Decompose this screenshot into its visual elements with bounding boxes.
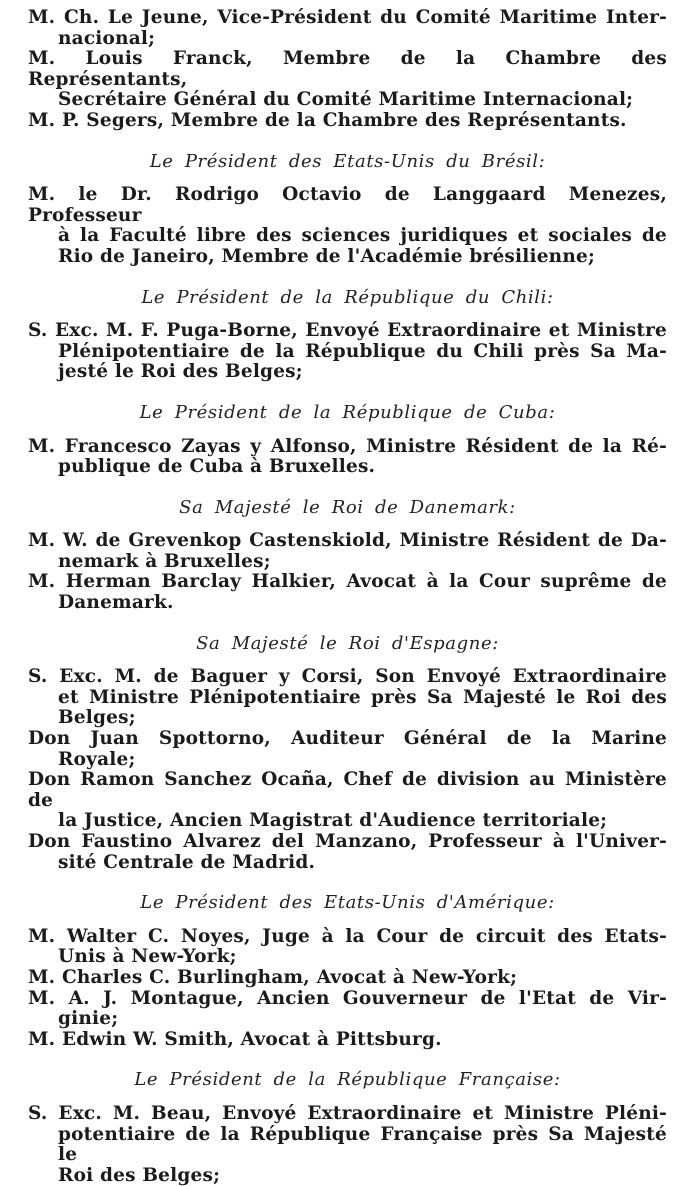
delegate-entry (28, 111, 667, 132)
section-heading: Le Président de la République de Cuba: (139, 401, 556, 423)
delegate-entry (28, 49, 667, 111)
delegation-section (28, 8, 667, 132)
text-line: Royale; (58, 748, 136, 770)
delegate-entry (28, 1030, 667, 1051)
text-line: M. Louis Franck, Membre de la Chambre des Représentants, (28, 48, 667, 90)
text-line: Don Faustino Alvarez del Manzano, Professeur à l'Univer- (28, 831, 667, 852)
text-line: Secrétaire Général du Comité Maritime Internacional; (58, 89, 634, 111)
text-line: potentiaire de la République Française près Sa Majesté le (58, 1123, 667, 1166)
delegate-entry (28, 968, 667, 989)
text-line: Danemark. (58, 592, 174, 614)
delegate-entry (28, 437, 667, 478)
text-line: Unis à New-York; (58, 946, 237, 968)
delegation-section (28, 634, 667, 874)
section-heading: Le Président de la République Française: (134, 1069, 561, 1091)
text-line: jesté le Roi des Belges; (58, 361, 303, 383)
text-line: Rio de Janeiro, Membre de l'Académie brésilienne; (58, 245, 595, 267)
section-heading: Le Président de la République du Chili: (141, 286, 554, 308)
section-heading: Sa Majesté le Roi de Danemark: (179, 496, 516, 518)
text-line: S. Exc. M. Beau, Envoyé Extraordinaire et Ministre Pléni- (28, 1102, 667, 1124)
text-line: ginie; (58, 1008, 119, 1030)
delegate-entry (28, 8, 667, 49)
delegate-entry (28, 729, 667, 770)
delegation-section (28, 498, 667, 614)
text-line: publique de Cuba à Bruxelles. (58, 456, 376, 478)
delegation-section (28, 288, 667, 383)
text-line: M. Herman Barclay Halkier, Avocat à la Cour suprême de (28, 571, 667, 593)
section-heading: Sa Majesté le Roi d'Espagne: (196, 632, 499, 654)
text-line: Don Ramon Sanchez Ocaña, Chef de division au Ministère de (28, 769, 667, 811)
delegation-section (28, 1070, 667, 1186)
text-line: M. Walter C. Noyes, Juge à la Cour de circuit des Etats- (28, 925, 667, 947)
delegate-entry (28, 770, 667, 832)
delegate-entry (28, 667, 667, 729)
delegation-section (28, 893, 667, 1050)
delegate-entry (28, 572, 667, 613)
text-line: M. W. de Grevenkop Castenskiold, Ministre Résident de Da- (28, 530, 667, 552)
delegate-entry (28, 1104, 667, 1186)
text-line: M. A. J. Montague, Ancien Gouverneur de l'Etat de Vir- (28, 987, 667, 1009)
text-line: nacional; (58, 27, 156, 49)
delegation-section (28, 152, 667, 268)
text-line: sité Centrale de Madrid. (58, 851, 316, 873)
text-line: Don Juan Spottorno, Auditeur Général de la Marine (28, 728, 667, 750)
text-line: M. Edwin W. Smith, Avocat à Pittsburg. (28, 1028, 442, 1050)
text-line: S. Exc. M. F. Puga-Borne, Envoyé Extraordinaire et Ministre (28, 320, 667, 342)
text-line: à la Faculté libre des sciences juridiques et sociales de (58, 225, 667, 247)
text-line: M. le Dr. Rodrigo Octavio de Langgaard Menezes, Professeur (28, 184, 667, 226)
text-line: M. Francesco Zayas y Alfonso, Ministre Résident de la Ré- (28, 435, 667, 457)
text-line: Belges; (58, 707, 136, 729)
text-line: Roi des Belges; (58, 1164, 221, 1186)
text-line: M. Ch. Le Jeune, Vice-Président du Comité Maritime Inter- (28, 7, 667, 28)
text-line: M. P. Segers, Membre de la Chambre des Représentants. (28, 109, 627, 131)
text-line: Plénipotentiaire de la République du Chili près Sa Ma- (58, 340, 667, 362)
delegate-entry (28, 989, 667, 1030)
delegate-entry (28, 832, 667, 873)
delegate-entry (28, 927, 667, 968)
text-line: nemark à Bruxelles; (58, 550, 271, 572)
delegation-section (28, 403, 667, 478)
section-heading: Le Président des Etats-Unis du Brésil: (149, 150, 546, 172)
delegate-entry (28, 185, 667, 267)
delegate-entry (28, 531, 667, 572)
text-line: M. Charles C. Burlingham, Avocat à New-York; (28, 966, 518, 988)
text-line: la Justice, Ancien Magistrat d'Audience territoriale; (58, 810, 608, 832)
text-line: et Ministre Plénipotentiaire près Sa Majesté le Roi des (58, 686, 667, 708)
text-line: S. Exc. M. de Baguer y Corsi, Son Envoyé Extraordinaire (28, 666, 667, 688)
section-heading: Le Président des Etats-Unis d'Amérique: (140, 892, 555, 914)
delegate-entry (28, 321, 667, 383)
